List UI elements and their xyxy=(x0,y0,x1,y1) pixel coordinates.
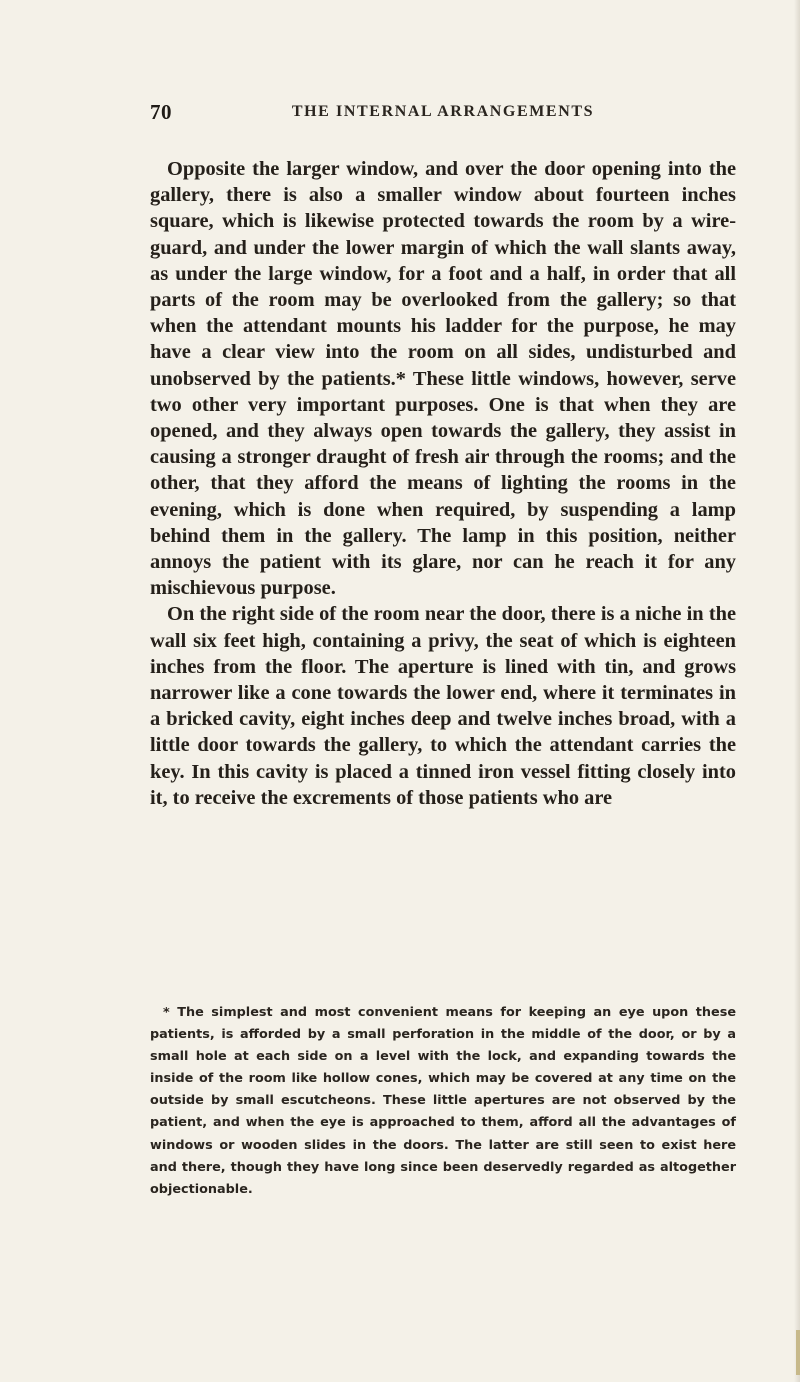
page-edge-shadow xyxy=(794,0,800,1382)
page-number: 70 xyxy=(150,100,172,124)
page-edge-mark xyxy=(796,1330,800,1375)
paragraph-windows: Opposite the larger window, and over the door opening into the gallery, there is also a smaller window about fourteen inches square, which is likewise protected towards the room by a wire-guard, and under the lower margin of which the wall slants away, as under the large window, for a foot and a half, in order that all parts of the room may be overlooked from the gallery; so that when the attendant mounts his ladder for the purpose, he may have a clear view into the room on all sides, undisturbed and unobserved by the patients.* These little windows, however, serve two other very important purposes. One is that when they are opened, and they always open towards the gallery, they assist in causing a stronger draught of fresh air through the rooms; and the other, that they afford the means of lighting the rooms in the evening, which is done when required, by suspending a lamp behind them in the gallery. The lamp in this position, neither annoys the patient with its glare, nor can he reach it for any mischievous purpose. xyxy=(150,158,736,600)
running-head: THE INTERNAL ARRANGEMENTS xyxy=(291,103,595,120)
footnote xyxy=(150,1002,736,1201)
body-text xyxy=(150,156,736,811)
paragraph-privy-niche: On the right side of the room near the door, there is a niche in the wall six feet high, containing a privy, the seat of which is eighteen inches from the floor. The aperture is lined with tin, and grows narrower like a cone towards the lower end, where it terminates in a bricked cavity, eight inches deep and twelve inches broad, with a little door towards the gallery, to which the attendant carries the key. In this cavity is placed a tinned iron vessel fitting closely into it, to receive the excrements of those patients who are xyxy=(150,603,736,809)
page-header xyxy=(150,100,736,124)
footnote-text: * The simplest and most convenient means for keeping an eye upon these patients, is afforded by a small perforation in the middle of the door, or by a small hole at each side on a level with the lock, and expanding towards the inside of the room like hollow cones, which may be covered at any time on the outside by small escutcheons. These little apertures are not observed by the patient, and when the eye is approached to them, afford all the advantages of windows or wooden slides in the doors. The latter are still seen to exist here and there, though they have long since been deservedly regarded as altogether objectionable. xyxy=(150,1005,736,1197)
